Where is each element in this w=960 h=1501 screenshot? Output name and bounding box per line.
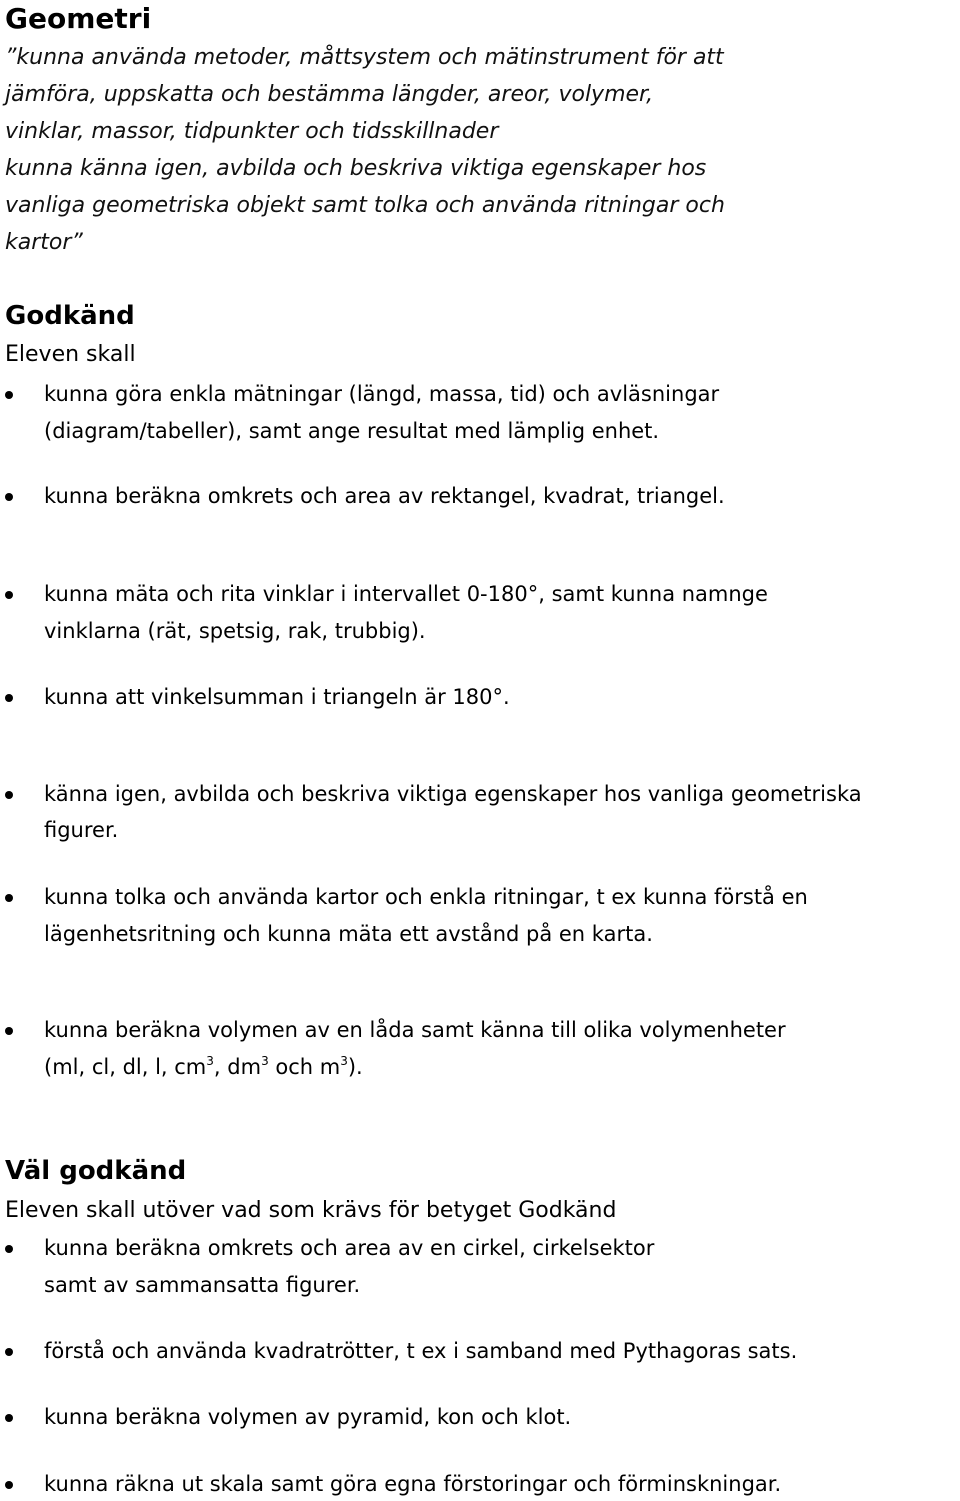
section-intro-godkand: Eleven skall [5, 342, 136, 367]
bullet-icon [5, 1348, 13, 1356]
section-heading-godkand: Godkänd [5, 301, 135, 331]
bullet-icon [5, 1027, 13, 1035]
bullet-text-continued: samt av sammansatta figurer. [44, 1273, 361, 1297]
bullet-text: kunna göra enkla mätningar (längd, massa, tid) och avläsningar [44, 382, 720, 406]
bullet-text: känna igen, avbilda och beskriva viktiga egenskaper hos vanliga geometriska [44, 782, 862, 806]
bullet-icon [5, 493, 13, 501]
bullet-text-continued: figurer. [44, 818, 119, 842]
bullet-icon [5, 1245, 13, 1253]
page-title: Geometri [5, 2, 152, 35]
bullet-text: kunna beräkna volymen av pyramid, kon och klot. [44, 1405, 572, 1429]
bullet-icon [5, 894, 13, 902]
bullet-text-continued: vinklarna (rät, spetsig, rak, trubbig). [44, 619, 426, 643]
bullet-icon [5, 791, 13, 799]
bullet-text: kunna tolka och använda kartor och enkla ritningar, t ex kunna förstå en [44, 885, 808, 909]
quote-line: kartor” [5, 230, 83, 255]
bullet-icon [5, 694, 13, 702]
bullet-text: förstå och använda kvadratrötter, t ex i samband med Pythagoras sats. [44, 1339, 798, 1363]
bullet-text: kunna beräkna omkrets och area av en cirkel, cirkelsektor [44, 1236, 655, 1260]
bullet-icon [5, 591, 13, 599]
bullet-text-continued: (diagram/tabeller), samt ange resultat med lämplig enhet. [44, 419, 660, 443]
bullet-text: kunna beräkna omkrets och area av rektangel, kvadrat, triangel. [44, 484, 725, 508]
section-heading-val-godkand: Väl godkänd [5, 1156, 187, 1186]
bullet-icon [5, 1481, 13, 1489]
volume-units-line: (ml, cl, dl, l, $cm^3$, $dm^3$ och $m^3$). [44, 1054, 363, 1079]
quote-line: vanliga geometriska objekt samt tolka och använda ritningar och [5, 193, 725, 218]
section-intro-val-godkand: Eleven skall utöver vad som krävs för betyget Godkänd [5, 1198, 617, 1223]
bullet-text: kunna att vinkelsumman i triangeln är 180°. [44, 685, 510, 709]
quote-line: jämföra, uppskatta och bestämma längder, areor, volymer, [5, 82, 654, 107]
bullet-icon [5, 1414, 13, 1422]
bullet-text: kunna beräkna volymen av en låda samt känna till olika volymenheter [44, 1018, 786, 1042]
quote-line: vinklar, massor, tidpunkter och tidsskillnader [5, 119, 499, 144]
bullet-text: kunna mäta och rita vinklar i intervallet 0-180°, samt kunna namnge [44, 582, 768, 606]
bullet-text-continued: lägenhetsritning och kunna mäta ett avstånd på en karta. [44, 922, 653, 946]
quote-line: ”kunna använda metoder, måttsystem och mätinstrument för att [5, 45, 724, 70]
bullet-text: kunna räkna ut skala samt göra egna förstoringar och förminskningar. [44, 1472, 782, 1496]
bullet-icon [5, 391, 13, 399]
quote-line: kunna känna igen, avbilda och beskriva viktiga egenskaper hos [5, 156, 707, 181]
